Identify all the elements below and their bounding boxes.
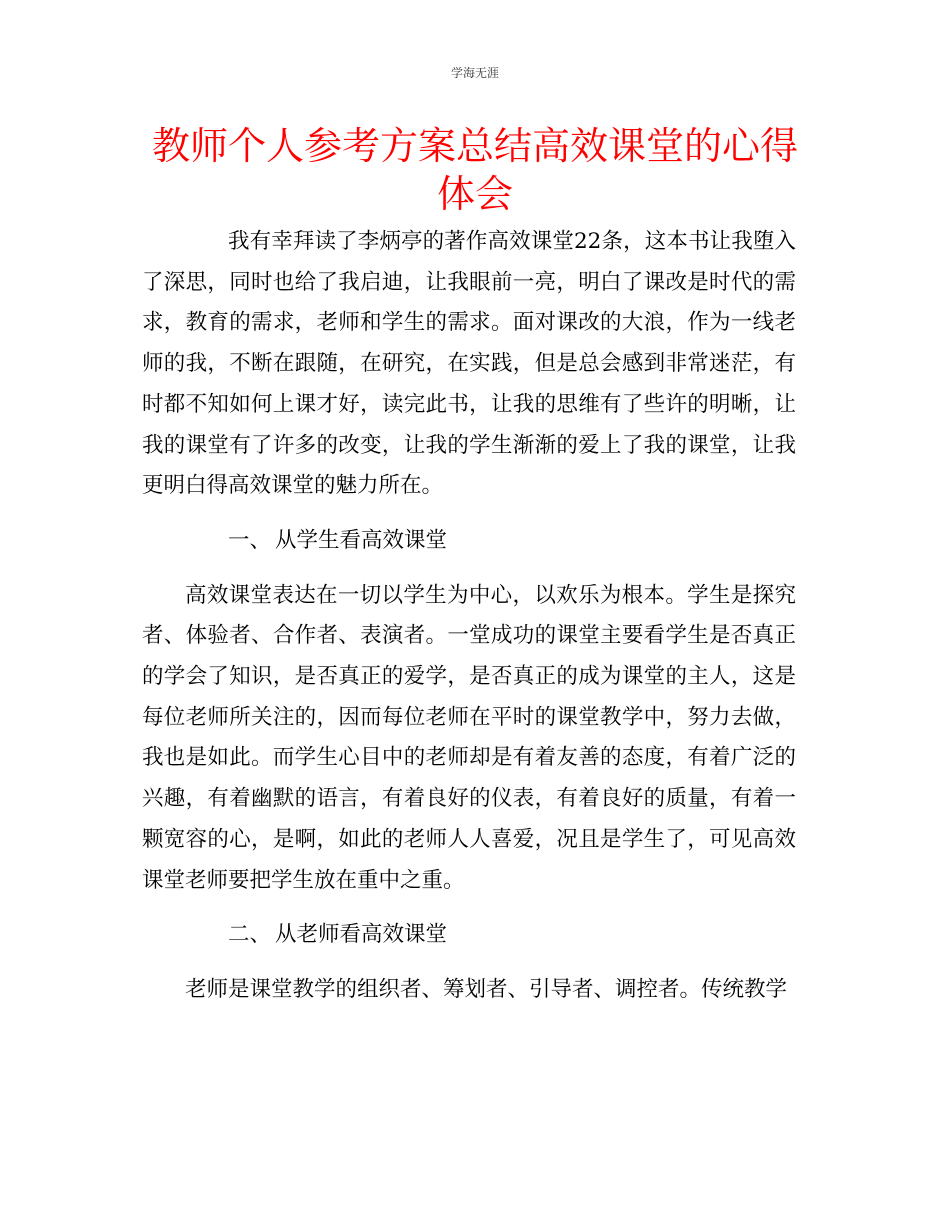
section-heading-2 — [142, 915, 796, 956]
section-heading-1 — [142, 521, 796, 562]
document-title: 教师个人参考方案总结高效课堂的心得体会 — [151, 124, 798, 216]
section-number-1: 一、 — [228, 527, 272, 553]
paragraph-teachers: 老师是课堂教学的组织者、筹划者、引导者、调控者。传统教学 — [185, 976, 788, 1002]
page-header: 学海无涯 — [450, 66, 499, 80]
paragraph-students: 高效课堂表达在一切以学生为中心，以欢乐为根本。学生是探究者、体验者、合作者、表演者。一堂成功的课堂主要看学生是否真正的学会了知识，是否真正的爱学，是否真正的成为课堂的主人，这是每位老师所关注的，因而每位老师在平时的课堂教学中，努力去做，我也是如此。而学生心目中的老师却是有着友善的态度，有着广泛的兴趣，有着幽默的语言，有着良好的仪表，有着良好的质量，有着一颗宽容的心，是啊，如此的老师人人喜爱，况且是学生了，可见高效课堂老师要把学生放在重中之重。 — [142, 582, 796, 893]
document-body — [142, 222, 796, 1011]
section-number-2: 二、 — [228, 922, 272, 948]
paragraph-intro: 我有幸拜读了李炳亭的著作高效课堂22条，这本书让我堕入了深思，同时也给了我启迪，让我眼前一亮，明白了课改是时代的需求，教育的需求，老师和学生的需求。面对课改的大浪，作为一线老师的我，不断在跟随，在研究，在实践，但是总会感到非常迷茫，有时都不知如何上课才好，读完此书，让我的思维有了些许的明晰，让我的课堂有了许多的改变，让我的学生渐渐的爱上了我的课堂，让我更明白得高效课堂的魅力所在。 — [142, 229, 796, 499]
section-title-2: 从老师看高效课堂 — [275, 922, 448, 948]
section-title-1: 从学生看高效课堂 — [275, 527, 448, 553]
